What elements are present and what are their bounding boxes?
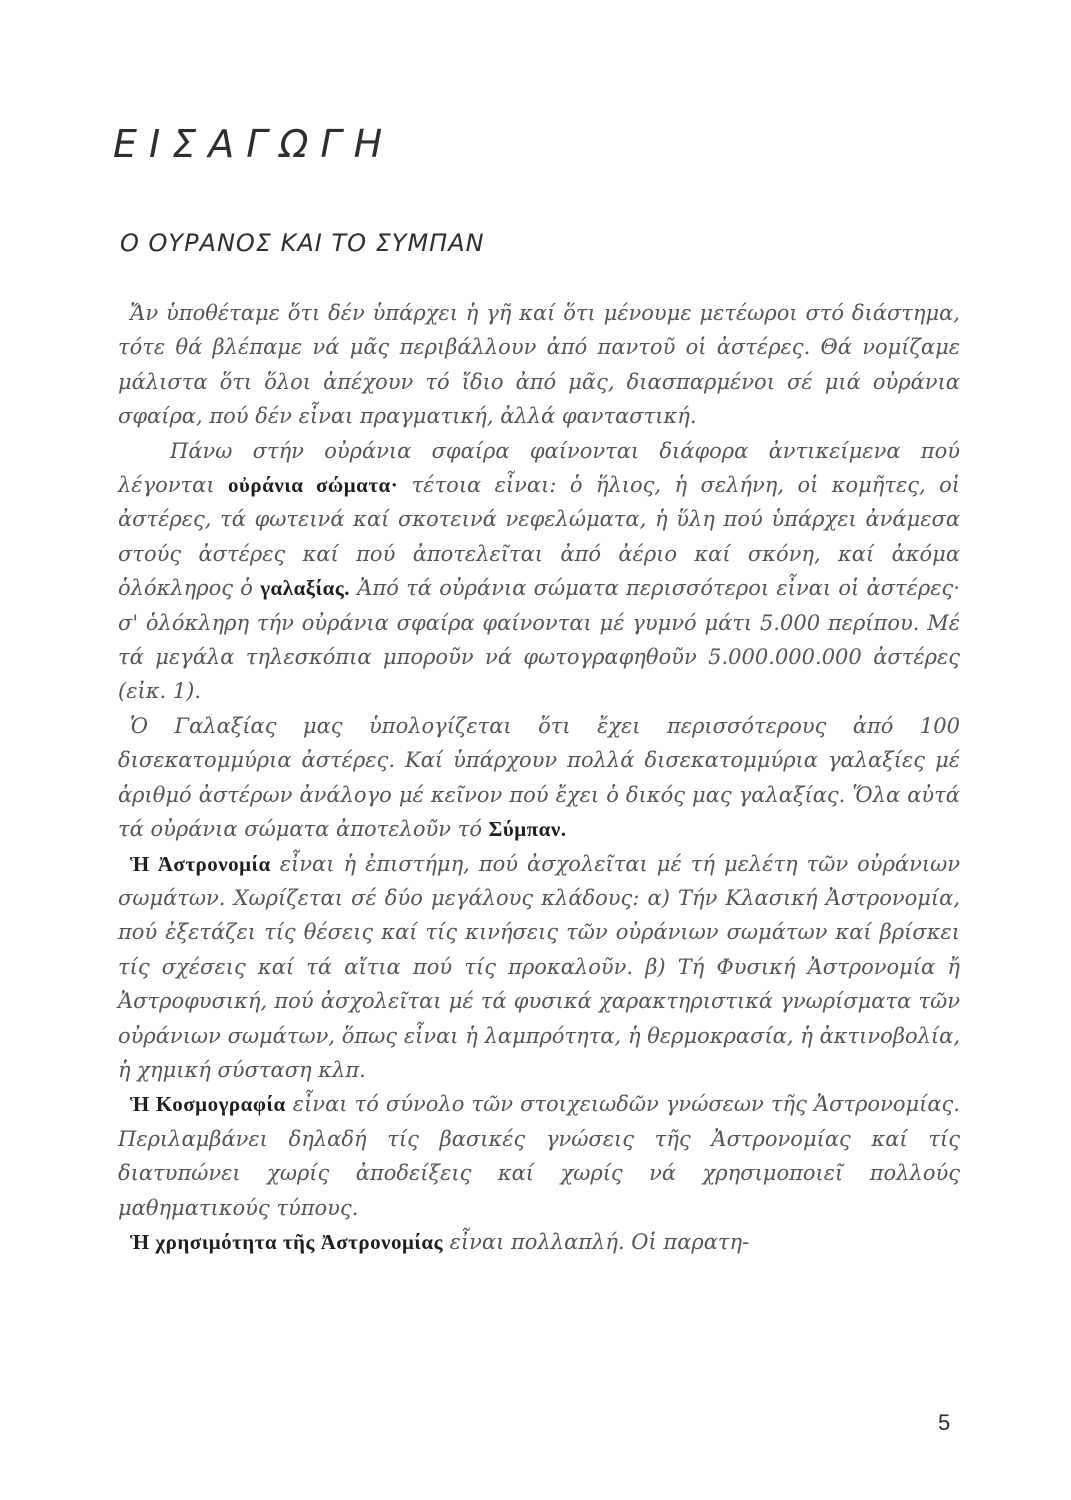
paragraph-3-text-1: Ὁ Γαλαξίας μας ὑπολογίζεται ὅτι ἔχει περισσότερους ἀπό 100 δισεκατομμύρια ἀστέρες. Καί ὑπάρχουν πολλά δισεκατομμύρια γαλαξίες μέ ἀριθμό ἀστέρων ἀνάλογο μέ κεῖνον πού ἔχει ὁ δικός μας γαλαξίας. Ὅλα αὐτά τά οὐράνια σώματα ἀποτελοῦν τό [118, 713, 960, 842]
term-astronomia: Ἡ Ἀστρονομία [130, 851, 271, 876]
page-number: 5 [938, 1410, 951, 1435]
paragraph-1: Ἄν ὑποθέταμε ὅτι δέν ὑπάρχει ἡ γῆ καί ὅτι μένουμε μετέωροι στό διάστημα, τότε θά βλέπαμε νά μᾶς περιβάλλουν ἀπό παντοῦ οἱ ἀστέρες. Θά νομίζαμε μάλιστα ὅτι ὅλοι ἀπέχουν τό ἴδιο ἀπό μᾶς, διασπαρμένοι σέ μιά οὐράνια σφαίρα, πού δέν εἶναι πραγματική, ἀλλά φανταστική. [118, 301, 960, 429]
term-kosmografia: Ἡ Κοσμογραφία [130, 1092, 286, 1117]
term-galaxias: γαλαξίας. [260, 576, 351, 601]
paragraph-2-text-3: Ἀπό τά οὐράνια σώματα περισσότεροι εἶναι οἱ ἀστέρες· σ' ὁλόκληρη τήν οὐράνια σφαίρα φαίνονται μέ γυμνό μάτι 5.000 περίπου. Μέ τά μεγάλα τηλεσκόπια μποροῦν νά φωτογραφηθοῦν 5.000.000.000 ἀστέρες (εἰκ. 1). [118, 576, 960, 704]
chapter-title: ΕΙΣΑΓΩΓΗ [113, 122, 395, 166]
paragraph-6-text-1: εἶναι πολλαπλή. Οἱ παρατη- [442, 1229, 750, 1254]
section-title: Ο ΟΥΡΑΝΟΣ ΚΑΙ ΤΟ ΣΥΜΠΑΝ [120, 229, 485, 257]
term-sympan: Σύμπαν. [488, 817, 567, 842]
paragraph-4-text-1: εἶναι ἡ ἐπιστήμη, πού ἀσχολεῖται μέ τή μελέτη τῶν οὐράνιων σωμάτων. Χωρίζεται σέ δύο μεγάλους κλάδους: α) Τήν Κλασική Ἀστρονομία, πού ἐξετάζει τίς θέσεις καί τίς κινήσεις τῶν οὐράνιων σωμάτων καί βρίσκει τίς σχέσεις καί τά αἴτια πού τίς προκαλοῦν. β) Τή Φυσική Ἀστρονομία ἤ Ἀστροφυσική, πού ἀσχολεῖται μέ τά φυσικά χαρακτηριστικά γνωρίσματα τῶν οὐράνιων σωμάτων, ὅπως εἶναι ἡ λαμπρότητα, ἡ θερμοκρασία, ἡ ἀκτινοβολία, ἡ χημική σύσταση κλπ. [118, 851, 960, 1082]
paragraph-2-text-1: Πάνω στήν οὐράνια σφαίρα φαίνονται διάφορα ἀντικείμενα πού λέγονται [118, 438, 960, 498]
term-chrisimotita: Ἡ χρησιμότητα τῆς Ἀστρονομίας [130, 1229, 443, 1254]
body-text [118, 296, 960, 1259]
paragraph-5 [118, 1087, 960, 1225]
paragraph-6 [118, 1225, 960, 1259]
paragraph-2 [118, 434, 960, 709]
paragraph-5-text-1: εἶναι τό σύνολο τῶν στοιχειωδῶν γνώσεων τῆς Ἀστρονομίας. Περιλαμβάνει δηλαδή τίς βασικές γνώσεις τῆς Ἀστρονομίας καί τίς διατυπώνει χωρίς ἀποδείξεις καί χωρίς νά χρησιμοποιεῖ πολλούς μαθηματικούς τύπους. [118, 1092, 960, 1220]
term-ourania-somata: οὐράνια σώματα· [228, 473, 399, 498]
paragraph-3 [118, 709, 960, 847]
paragraph-2-text-2: τέτοια εἶναι: ὁ ἥλιος, ἡ σελήνη, οἱ κομῆτες, οἱ ἀστέρες, τά φωτεινά καί σκοτεινά νεφελώματα, ἡ ὕλη πού ὑπάρχει ἀνάμεσα στούς ἀστέρες καί πού ἀποτελεῖται ἀπό ἀέριο καί σκόνη, καί ἀκόμα ὁλόκληρος ὁ [118, 473, 960, 601]
paragraph-4 [118, 847, 960, 1088]
